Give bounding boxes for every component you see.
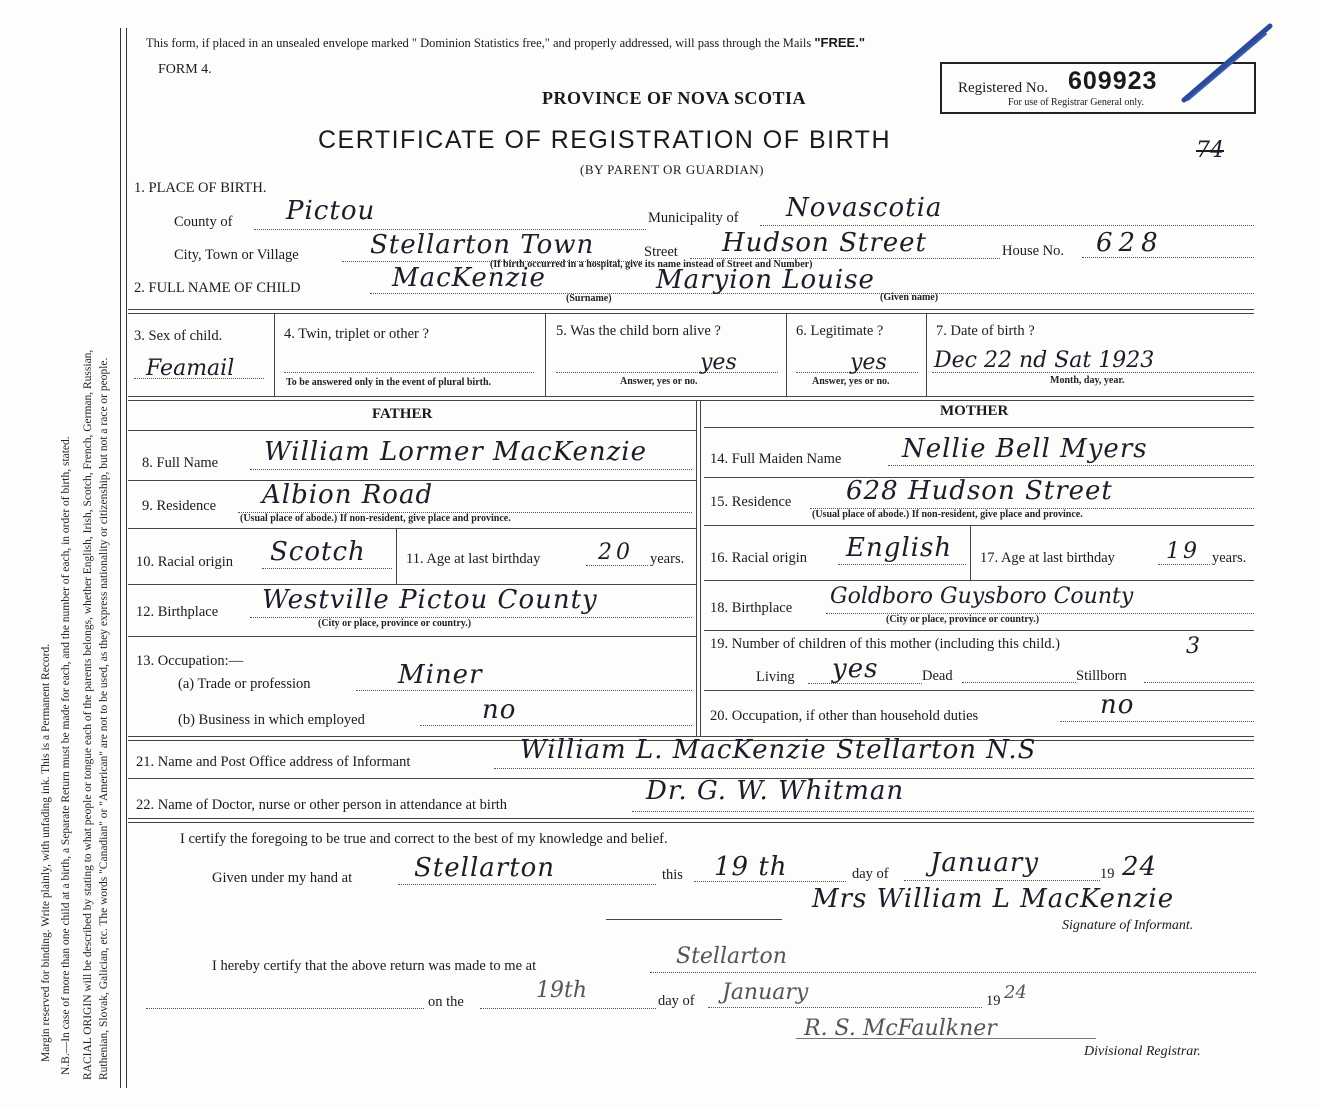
rule-mother-15 xyxy=(704,525,1254,526)
mail-notice-free: "FREE." xyxy=(814,35,865,50)
municipality-value: Novascotia xyxy=(786,193,943,223)
mother-occupation-value: no xyxy=(1100,690,1135,720)
registrar-month-line xyxy=(708,1007,982,1008)
alive-value: yes xyxy=(700,350,737,375)
dead-line xyxy=(962,682,1076,683)
divider-3-4 xyxy=(274,313,275,396)
registrar-signature-line xyxy=(796,1038,1096,1039)
doctor-line xyxy=(632,811,1254,812)
registrar-year-prefix: 19 xyxy=(986,993,1001,1009)
county-value: Pictou xyxy=(286,196,376,226)
mother-age-line xyxy=(1158,564,1210,565)
mother-years-label: years. xyxy=(1212,550,1247,566)
mother-age-value: 19 xyxy=(1166,539,1200,564)
day-of-label: day of xyxy=(852,866,889,882)
city-value: Stellarton Town xyxy=(370,230,595,260)
margin-note-binding: Margin reserved for binding. Write plainly, with unfading ink. This is a Permanent Record. xyxy=(40,643,52,1062)
alive-label: 5. Was the child born alive ? xyxy=(556,323,721,339)
registrar-statement: I hereby certify that the above return was made to me at xyxy=(212,958,537,974)
dead-label: Dead xyxy=(922,668,953,684)
father-racial-line xyxy=(262,568,392,569)
dob-note: Month, day, year. xyxy=(1050,375,1125,386)
registrar-month-value: January xyxy=(722,980,809,1005)
rule-father-9 xyxy=(128,528,696,529)
legitimate-note: Answer, yes or no. xyxy=(812,376,890,387)
certificate-subtitle: (BY PARENT OR GUARDIAN) xyxy=(580,162,765,177)
divider-6-7 xyxy=(926,313,927,396)
on-the-label: on the xyxy=(428,994,464,1010)
father-mother-divider xyxy=(696,400,697,736)
margin-rule-inner xyxy=(126,28,127,1088)
rule-22-2 xyxy=(128,822,1254,823)
place-of-birth-heading: 1. PLACE OF BIRTH. xyxy=(134,180,267,196)
registrar-note: For use of Registrar General only. xyxy=(1008,97,1144,108)
father-heading: FATHER xyxy=(372,406,433,422)
mother-birthplace-note: (City or place, province or country.) xyxy=(886,614,1040,625)
margin-note-multiple-births: N.B.—In case of more than one child at a birth, a Separate Return must be made for each, and the number of each, in order of birth, stated. xyxy=(60,436,72,1075)
municipality-label: Municipality of xyxy=(648,210,739,226)
rule-under-father-heading xyxy=(128,430,696,431)
mother-racial-label: 16. Racial origin xyxy=(710,550,808,566)
child-name-label: 2. FULL NAME OF CHILD xyxy=(134,280,301,296)
father-racial-label: 10. Racial origin xyxy=(136,554,234,570)
street-value: Hudson Street xyxy=(722,228,927,258)
mother-residence-label: 15. Residence xyxy=(710,494,792,510)
child-given-value: Maryion Louise xyxy=(656,265,875,295)
registrar-place-line xyxy=(650,972,1256,973)
year-value: 24 xyxy=(1122,852,1158,882)
father-business-line xyxy=(420,725,692,726)
child-surname-value: MacKenzie xyxy=(392,263,546,293)
informant-signature: Mrs William L MacKenzie xyxy=(812,884,1175,914)
father-birthplace-value: Westville Pictou County xyxy=(262,585,598,615)
sex-label: 3. Sex of child. xyxy=(134,328,223,344)
legitimate-value: yes xyxy=(850,350,887,375)
rule-father-12 xyxy=(128,636,696,637)
certify-statement: I certify the foregoing to be true and correct to the best of my knowledge and belief. xyxy=(180,831,668,847)
registrar-day-value: 19th xyxy=(536,978,588,1003)
dob-label: 7. Date of birth ? xyxy=(936,323,1035,339)
father-trade-label: (a) Trade or profession xyxy=(178,676,311,692)
mother-children-label: 19. Number of children of this mother (including this child.) xyxy=(710,636,1060,652)
rule-after-row-3-7-2 xyxy=(128,400,1254,401)
father-mother-divider-2 xyxy=(700,400,701,736)
legitimate-label: 6. Legitimate ? xyxy=(796,323,884,339)
mother-occupation-line xyxy=(1060,721,1254,722)
father-name-label: 8. Full Name xyxy=(142,455,219,471)
father-name-value: William Lormer MacKenzie xyxy=(264,437,647,467)
registered-number: 609923 xyxy=(1068,67,1158,95)
municipality-line xyxy=(760,225,1254,226)
father-age-value: 20 xyxy=(598,540,634,565)
city-label: City, Town or Village xyxy=(174,247,299,263)
mother-residence-note: (Usual place of abode.) If non-resident, give place and province. xyxy=(812,509,1083,520)
rule-22 xyxy=(128,818,1254,819)
father-name-line xyxy=(250,469,692,470)
registrar-day-of-label: day of xyxy=(658,993,695,1009)
divider-16-17 xyxy=(970,525,971,580)
surname-note: (Surname) xyxy=(566,293,612,304)
alive-line xyxy=(556,372,778,373)
given-note: (Given name) xyxy=(880,292,939,303)
father-birthplace-note: (City or place, province or country.) xyxy=(318,618,472,629)
mother-name-value: Nellie Bell Myers xyxy=(902,434,1148,464)
mother-birthplace-value: Goldboro Guysboro County xyxy=(830,584,1134,609)
registrar-signature: R. S. McFaulkner xyxy=(804,1016,997,1041)
twin-note: To be answered only in the event of plural birth. xyxy=(286,377,492,388)
mail-notice-text: This form, if placed in an unsealed envelope marked " Dominion Statistics free," and properly addressed, will pass through the Mails xyxy=(146,36,812,50)
rule-mother-19 xyxy=(704,690,1254,691)
month-line xyxy=(904,880,1100,881)
registrar-day-line xyxy=(480,1008,656,1009)
house-value: 628 xyxy=(1096,228,1164,258)
house-label: House No. xyxy=(1002,243,1065,259)
given-under-label: Given under my hand at xyxy=(212,870,353,886)
informant-label: 21. Name and Post Office address of Informant xyxy=(136,754,411,770)
blue-check-mark xyxy=(1180,20,1280,110)
rule-under-mother-heading xyxy=(704,427,1254,428)
given-place-value: Stellarton xyxy=(414,853,556,883)
stillborn-label: Stillborn xyxy=(1076,668,1127,684)
margin-note-racial-origin-cont: Ruthenian, Slovak, Galician, etc. The words "Canadian" or "American" are not to be used, as they express nationality or citizenship, but not a race or people. xyxy=(98,357,110,1080)
informant-signature-label: Signature of Informant. xyxy=(1062,918,1194,933)
rule-after-child-name-2 xyxy=(128,313,1254,314)
informant-line xyxy=(494,768,1254,769)
father-age-line xyxy=(586,565,648,566)
mother-children-value: 3 xyxy=(1186,634,1200,659)
mother-racial-value: English xyxy=(846,533,953,563)
divider-5-6 xyxy=(786,313,787,396)
rule-mother-16 xyxy=(704,580,1254,581)
father-business-value: no xyxy=(482,695,517,725)
living-value: yes xyxy=(832,654,879,684)
father-residence-value: Albion Road xyxy=(262,480,434,510)
father-years-label: years. xyxy=(650,551,685,567)
father-birthplace-label: 12. Birthplace xyxy=(136,604,219,620)
doctor-label: 22. Name of Doctor, nurse or other person in attendance at birth xyxy=(136,797,508,813)
hospital-note: (If birth occurred in a hospital, give its name instead of Street and Number) xyxy=(490,259,813,270)
father-age-label: 11. Age at last birthday xyxy=(406,551,541,567)
street-label: Street xyxy=(644,244,678,260)
corner-mark: 74 xyxy=(1196,138,1224,163)
month-value: January xyxy=(930,848,1040,878)
father-trade-value: Miner xyxy=(398,660,483,690)
informant-value: William L. MacKenzie Stellarton N.S xyxy=(520,735,1037,765)
alive-note: Answer, yes or no. xyxy=(620,376,698,387)
father-occupation-label: 13. Occupation:— xyxy=(136,653,244,669)
mother-name-label: 14. Full Maiden Name xyxy=(710,451,842,467)
sex-value: Feamail xyxy=(146,356,235,381)
form-number: FORM 4. xyxy=(158,62,212,77)
year-prefix: 19 xyxy=(1100,866,1115,882)
province-heading: PROVINCE OF NOVA SCOTIA xyxy=(542,88,807,108)
this-label: this xyxy=(662,867,683,883)
registered-label: Registered No. xyxy=(958,80,1048,96)
registrar-lead-line xyxy=(146,1008,424,1009)
father-residence-label: 9. Residence xyxy=(142,498,217,514)
mother-heading: MOTHER xyxy=(940,403,1009,419)
margin-note-racial-origin: RACIAL ORIGIN will be described by stating to what people or tongue each of the parents belongs, whether English, Irish, Scotch, French, German, Russian, xyxy=(82,349,94,1080)
mother-name-line xyxy=(888,465,1254,466)
living-label: Living xyxy=(756,669,795,685)
signature-line-left xyxy=(606,919,782,920)
rule-after-child-name xyxy=(128,309,1254,310)
father-residence-note: (Usual place of abode.) If non-resident, give place and province. xyxy=(240,513,511,524)
mother-residence-value: 628 Hudson Street xyxy=(846,476,1113,506)
twin-line xyxy=(284,372,534,373)
mother-age-label: 17. Age at last birthday xyxy=(980,550,1115,566)
this-value: 19 th xyxy=(714,852,788,882)
mail-notice xyxy=(146,35,865,51)
registrar-place-value: Stellarton xyxy=(676,944,787,969)
margin-rule xyxy=(120,28,121,1088)
doctor-value: Dr. G. W. Whitman xyxy=(646,776,905,806)
county-label: County of xyxy=(174,214,233,230)
father-business-label: (b) Business in which employed xyxy=(178,712,365,728)
registrar-signature-label: Divisional Registrar. xyxy=(1084,1044,1201,1059)
dob-value: Dec 22 nd Sat 1923 xyxy=(934,348,1155,373)
certificate-title: CERTIFICATE OF REGISTRATION OF BIRTH xyxy=(318,126,892,154)
mother-occupation-label: 20. Occupation, if other than household duties xyxy=(710,708,979,724)
twin-label: 4. Twin, triplet or other ? xyxy=(284,326,429,342)
rule-after-row-3-7 xyxy=(128,396,1254,397)
rule-mother-18 xyxy=(704,630,1254,631)
registrar-year-value: 24 xyxy=(1004,982,1027,1003)
divider-4-5 xyxy=(545,313,546,396)
divider-10-11 xyxy=(396,528,397,584)
given-place-line xyxy=(398,884,656,885)
mother-birthplace-label: 18. Birthplace xyxy=(710,600,793,616)
father-racial-value: Scotch xyxy=(270,537,366,567)
mother-racial-line xyxy=(838,564,966,565)
stillborn-line xyxy=(1144,682,1254,683)
father-trade-line xyxy=(356,690,692,691)
